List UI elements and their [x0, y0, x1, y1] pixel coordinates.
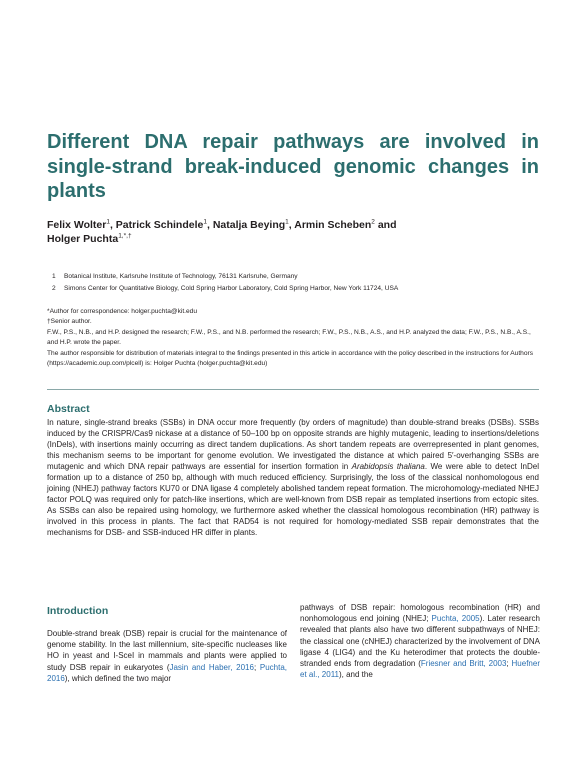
- intro-text: ;: [253, 662, 260, 672]
- intro-text: ), which defined the two major: [64, 673, 172, 683]
- citation-link[interactable]: Puchta, 2016: [47, 662, 287, 683]
- author-name: Armin Scheben: [294, 219, 372, 231]
- affiliation-list: [52, 271, 542, 295]
- introduction-heading: Introduction: [47, 605, 109, 617]
- introduction-column-left: [47, 628, 287, 684]
- affiliation-number: 1: [52, 273, 56, 280]
- intro-text: ;: [506, 659, 512, 669]
- affiliation-item: [52, 283, 542, 295]
- citation-link[interactable]: Friesner and Britt, 2003: [420, 659, 507, 669]
- author-separator: ,: [206, 219, 210, 231]
- affiliation-text: Simons Center for Quantitative Biology, Cold Spring Harbor Laboratory, Cold Spring Harbor, New York 11724, USA: [64, 285, 399, 292]
- senior-author-note: †Senior author.: [47, 318, 92, 326]
- author-affiliation-marker: 1: [203, 218, 207, 226]
- intro-text: Double-strand break (DSB) repair is crucial for the maintenance of genome stability. In the last millennium, site-specific nucleases like HO in yeast and I-SceI in mammals and plants were applied to study DSB repair in eukaryotes (: [47, 629, 287, 672]
- abstract-species-name: Arabidopsis thaliana: [351, 461, 425, 471]
- citation-link[interactable]: Jasin and Haber, 2016: [169, 662, 254, 672]
- section-divider: [47, 389, 539, 390]
- affiliation-item: [52, 271, 542, 283]
- author-separator: ,: [288, 219, 292, 231]
- citation-link[interactable]: Huefner et al., 2011: [300, 659, 540, 680]
- introduction-column-right: [300, 602, 540, 680]
- author-affiliation-marker: 1: [285, 218, 289, 226]
- responsible-author-note: The author responsible for distribution of materials integral to the findings presented in this article in accordance with the policy described in the instructions for Authors (https://academic.oup.com/plcell) is: Holger Puchta (holger.puchta@kit.edu): [47, 349, 533, 368]
- author-name: Patrick Schindele: [115, 219, 204, 231]
- intro-text: ). Later research revealed that plants also have two different subpathways of NHEJ: the classical one (cNHEJ) characterized by the involvement of DNA ligase 4 (LIG4) and the Ku heterodimer that protects the double-stranded ends from degradation (: [300, 614, 540, 669]
- author-name: Natalja Beying: [212, 219, 286, 231]
- author-name: Holger Puchta: [47, 233, 119, 245]
- abstract-text-part: . We were able to detect InDel formation up to a distance of 250 bp, although with much reduced efficiency. Surprisingly, the loss of the classical nonhomologous end joining (NHEJ) pathway factors KU70 or DNA ligase 4 completely abolished tandem repeat formation. The microhomology-mediated NHEJ factor POLQ was required only for patch-like insertions, which are well-known from DSB repair as templated insertions from ectopic sites. As SSBs can also be repaired using homology, we furthermore asked whether the classical homologous recombination (HR) pathway is involved in this process in plants. The fact that RAD54 is not required for homology-mediated SSB repair demonstrates that the mechanisms for DSB- and SSB-induced HR differ in plants.: [47, 461, 539, 537]
- affiliation-number: 2: [52, 285, 56, 292]
- author-affiliation-marker: 1: [106, 218, 110, 226]
- article-title: Different DNA repair pathways are involved in single-strand break-induced genomic changes in plants: [47, 131, 539, 202]
- affiliation-text: Botanical Institute, Karlsruhe Institute of Technology, 76131 Karlsruhe, Germany: [64, 273, 298, 280]
- author-affiliation-marker: 2: [371, 218, 375, 226]
- author-separator: ,: [109, 219, 113, 231]
- abstract-text-part: In nature, single-strand breaks (SSBs) in DNA occur more frequently (by orders of magnitude) than double-strand breaks (DSBs). SSBs induced by the CRISPR/Cas9 nickase at a distance of 50–100 bp on opposite strands are highly mutagenic, leading to insertions/deletions (InDels), with insertions mainly occurring as direct tandem duplications. As short tandem repeats are overrepresented in plant genomes, this mechanism seems to be important for genome evolution. We investigated the distance at which paired 5′-overhanging SSBs are mutagenic and which DNA repair pathways are essential for insertion formation in: [47, 418, 539, 471]
- abstract-heading: Abstract: [47, 403, 90, 415]
- author-name: Felix Wolter: [47, 219, 107, 231]
- citation-link[interactable]: Puchta, 2005: [431, 614, 480, 624]
- author-separator: and: [377, 219, 397, 231]
- author-list: [47, 218, 497, 246]
- author-affiliation-marker: 1,*,†: [118, 232, 132, 240]
- intro-text: ), and the: [339, 670, 373, 680]
- correspondence-note: *Author for correspondence: holger.puchta@kit.edu: [47, 308, 198, 315]
- author-notes: [47, 307, 539, 369]
- abstract-body: [47, 418, 539, 538]
- contributions-note: F.W., P.S., N.B., and H.P. designed the research; F.W., P.S., and N.B. performed the research; F.W., P.S., N.B., A.S., and H.P. analyzed the data; F.W., P.S., N.B., A.S., and H.P. wrote the paper.: [47, 328, 531, 347]
- intro-text: pathways of DSB repair: homologous recombination (HR) and nonhomologous end joining (NHEJ;: [300, 603, 540, 624]
